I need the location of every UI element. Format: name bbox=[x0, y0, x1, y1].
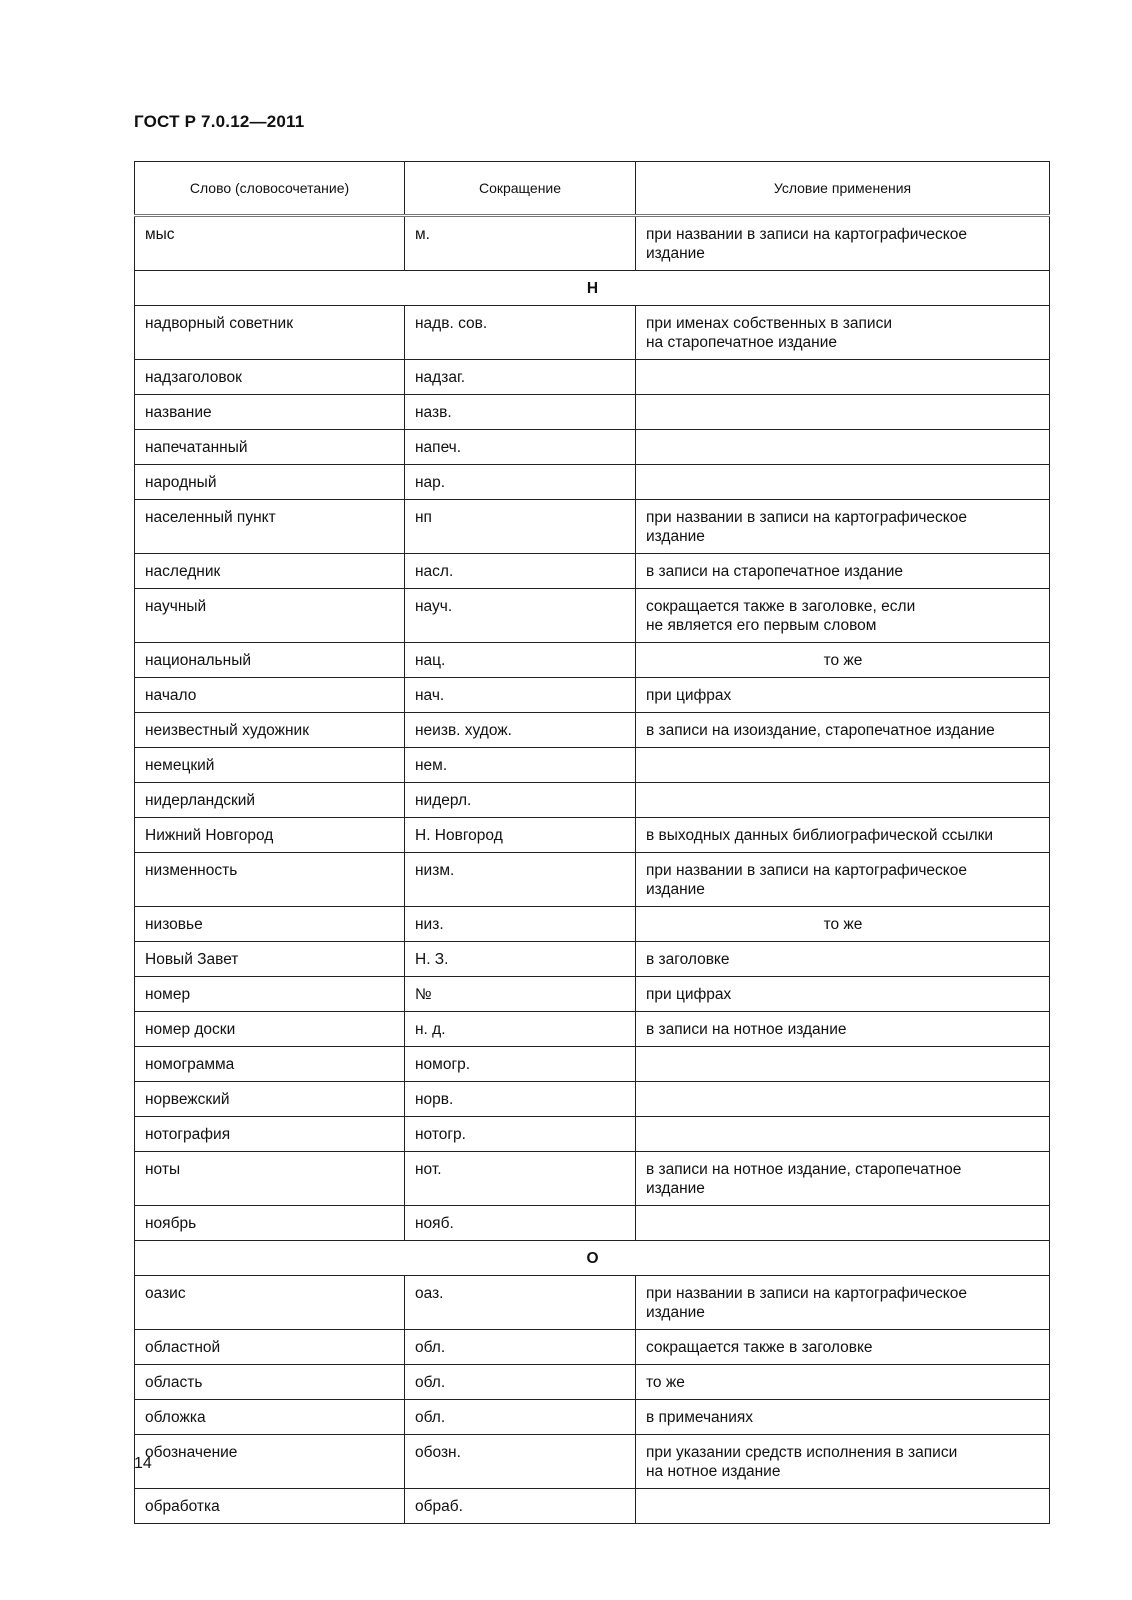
word-cell: обложка bbox=[135, 1400, 405, 1435]
condition-cell bbox=[636, 1400, 1050, 1435]
word-cell: низменность bbox=[135, 853, 405, 907]
abbreviation-cell: обраб. bbox=[405, 1489, 636, 1524]
condition-cell bbox=[636, 465, 1050, 500]
section-letter: Н bbox=[135, 271, 1050, 306]
table-row bbox=[135, 1330, 1050, 1365]
table-row bbox=[135, 678, 1050, 713]
table-row bbox=[135, 1152, 1050, 1206]
abbreviation-cell: надзаг. bbox=[405, 360, 636, 395]
condition-cell bbox=[636, 643, 1050, 678]
condition-cell bbox=[636, 783, 1050, 818]
condition-line: сокращается также в заголовке, если bbox=[646, 598, 916, 615]
condition-cell bbox=[636, 942, 1050, 977]
abbreviation-cell: нидерл. bbox=[405, 783, 636, 818]
condition-cell bbox=[636, 1365, 1050, 1400]
word-cell: ноты bbox=[135, 1152, 405, 1206]
abbreviation-cell: обл. bbox=[405, 1400, 636, 1435]
abbreviation-cell: Н. Новгород bbox=[405, 818, 636, 853]
abbreviation-cell: низм. bbox=[405, 853, 636, 907]
condition-line: не является его первым словом bbox=[646, 617, 877, 634]
condition-cell bbox=[636, 1489, 1050, 1524]
word-cell: Нижний Новгород bbox=[135, 818, 405, 853]
abbreviation-cell: Н. З. bbox=[405, 942, 636, 977]
word-cell: напечатанный bbox=[135, 430, 405, 465]
table-row bbox=[135, 977, 1050, 1012]
abbreviation-cell: нотогр. bbox=[405, 1117, 636, 1152]
column-header-abbreviation: Сокращение bbox=[405, 162, 636, 216]
abbreviation-cell: № bbox=[405, 977, 636, 1012]
condition-line: в выходных данных библиографической ссылки bbox=[646, 827, 994, 844]
table-row bbox=[135, 1489, 1050, 1524]
word-cell: надворный советник bbox=[135, 306, 405, 360]
abbreviation-cell: норв. bbox=[405, 1082, 636, 1117]
table-row bbox=[135, 1400, 1050, 1435]
condition-cell bbox=[636, 1047, 1050, 1082]
word-cell: номер bbox=[135, 977, 405, 1012]
abbreviation-cell: надв. сов. bbox=[405, 306, 636, 360]
abbreviation-cell: напеч. bbox=[405, 430, 636, 465]
word-cell: надзаголовок bbox=[135, 360, 405, 395]
abbreviation-cell: нац. bbox=[405, 643, 636, 678]
table-row bbox=[135, 1435, 1050, 1489]
table-row bbox=[135, 748, 1050, 783]
table-row bbox=[135, 360, 1050, 395]
condition-cell bbox=[636, 430, 1050, 465]
condition-cell bbox=[636, 853, 1050, 907]
table-row bbox=[135, 306, 1050, 360]
abbreviation-cell: нп bbox=[405, 500, 636, 554]
section-letter: О bbox=[135, 1241, 1050, 1276]
condition-line: издание bbox=[646, 1180, 705, 1197]
word-cell: населенный пункт bbox=[135, 500, 405, 554]
table-row bbox=[135, 853, 1050, 907]
table-row bbox=[135, 1117, 1050, 1152]
page-number: 14 bbox=[134, 1455, 152, 1472]
document-header: ГОСТ Р 7.0.12—2011 bbox=[134, 112, 305, 131]
condition-cell bbox=[636, 678, 1050, 713]
word-cell: область bbox=[135, 1365, 405, 1400]
abbreviation-cell: н. д. bbox=[405, 1012, 636, 1047]
condition-line: при именах собственных в записи bbox=[646, 315, 892, 332]
table-row bbox=[135, 589, 1050, 643]
abbreviation-cell: нояб. bbox=[405, 1206, 636, 1241]
word-cell: Новый Завет bbox=[135, 942, 405, 977]
condition-line: то же bbox=[823, 916, 863, 933]
word-cell: мыс bbox=[135, 216, 405, 271]
abbreviation-cell: назв. bbox=[405, 395, 636, 430]
condition-line: при названии в записи на картографическое bbox=[646, 1285, 967, 1302]
word-cell: низовье bbox=[135, 907, 405, 942]
word-cell: национальный bbox=[135, 643, 405, 678]
table-row bbox=[135, 713, 1050, 748]
condition-line: издание bbox=[646, 881, 705, 898]
condition-line: то же bbox=[823, 652, 863, 669]
abbreviation-cell: обл. bbox=[405, 1330, 636, 1365]
condition-line: издание bbox=[646, 1304, 705, 1321]
table-row bbox=[135, 907, 1050, 942]
condition-line: при указании средств исполнения в записи bbox=[646, 1444, 958, 1461]
condition-line: при цифрах bbox=[646, 687, 732, 704]
table-row bbox=[135, 643, 1050, 678]
abbreviation-cell: неизв. худож. bbox=[405, 713, 636, 748]
condition-line: то же bbox=[646, 1374, 685, 1391]
column-header-condition: Условие применения bbox=[636, 162, 1050, 216]
word-cell: нотография bbox=[135, 1117, 405, 1152]
word-cell: наследник bbox=[135, 554, 405, 589]
word-cell: норвежский bbox=[135, 1082, 405, 1117]
table-row bbox=[135, 500, 1050, 554]
condition-cell bbox=[636, 500, 1050, 554]
abbreviation-cell: нач. bbox=[405, 678, 636, 713]
abbreviation-cell: номогр. bbox=[405, 1047, 636, 1082]
condition-cell bbox=[636, 748, 1050, 783]
condition-cell bbox=[636, 1012, 1050, 1047]
table-row bbox=[135, 1276, 1050, 1330]
table-row bbox=[135, 942, 1050, 977]
abbreviation-cell: нем. bbox=[405, 748, 636, 783]
condition-line: в записи на нотное издание bbox=[646, 1021, 847, 1038]
table-row bbox=[135, 1047, 1050, 1082]
condition-line: при названии в записи на картографическое bbox=[646, 862, 967, 879]
word-cell: неизвестный художник bbox=[135, 713, 405, 748]
table-row bbox=[135, 1082, 1050, 1117]
abbreviation-cell: низ. bbox=[405, 907, 636, 942]
abbreviation-cell: насл. bbox=[405, 554, 636, 589]
condition-cell bbox=[636, 818, 1050, 853]
condition-line: в записи на старопечатное издание bbox=[646, 563, 904, 580]
word-cell: ноябрь bbox=[135, 1206, 405, 1241]
condition-line: издание bbox=[646, 528, 705, 545]
condition-line: в записи на изоиздание, старопечатное издание bbox=[646, 722, 995, 739]
condition-cell bbox=[636, 1206, 1050, 1241]
word-cell: обозначение bbox=[135, 1435, 405, 1489]
condition-line: в записи на нотное издание, старопечатное bbox=[646, 1161, 962, 1178]
word-cell: обработка bbox=[135, 1489, 405, 1524]
word-cell: народный bbox=[135, 465, 405, 500]
condition-line: при названии в записи на картографическое bbox=[646, 509, 967, 526]
table-row bbox=[135, 554, 1050, 589]
table-row bbox=[135, 783, 1050, 818]
word-cell: научный bbox=[135, 589, 405, 643]
abbreviation-cell: м. bbox=[405, 216, 636, 271]
word-cell: номер доски bbox=[135, 1012, 405, 1047]
condition-line: на нотное издание bbox=[646, 1463, 781, 1480]
condition-cell bbox=[636, 589, 1050, 643]
condition-cell bbox=[636, 1330, 1050, 1365]
condition-cell bbox=[636, 554, 1050, 589]
word-cell: начало bbox=[135, 678, 405, 713]
table-row bbox=[135, 465, 1050, 500]
table-header bbox=[135, 162, 1050, 216]
letter-section-row bbox=[135, 271, 1050, 306]
word-cell: областной bbox=[135, 1330, 405, 1365]
abbreviation-cell: науч. bbox=[405, 589, 636, 643]
condition-cell bbox=[636, 977, 1050, 1012]
condition-line: издание bbox=[646, 245, 705, 262]
condition-cell bbox=[636, 1435, 1050, 1489]
table-row bbox=[135, 1206, 1050, 1241]
condition-line: при названии в записи на картографическое bbox=[646, 226, 967, 243]
abbreviation-cell: обл. bbox=[405, 1365, 636, 1400]
word-cell: нидерландский bbox=[135, 783, 405, 818]
table-row bbox=[135, 1012, 1050, 1047]
letter-section-row bbox=[135, 1241, 1050, 1276]
condition-line: на старопечатное издание bbox=[646, 334, 838, 351]
table-row bbox=[135, 216, 1050, 271]
condition-line: сокращается также в заголовке bbox=[646, 1339, 873, 1356]
abbreviations-table bbox=[134, 161, 1050, 1524]
condition-cell bbox=[636, 713, 1050, 748]
word-cell: немецкий bbox=[135, 748, 405, 783]
condition-cell bbox=[636, 395, 1050, 430]
condition-cell bbox=[636, 1152, 1050, 1206]
table-row bbox=[135, 1365, 1050, 1400]
condition-line: в заголовке bbox=[646, 951, 730, 968]
abbreviation-cell: нар. bbox=[405, 465, 636, 500]
abbreviation-cell: обозн. bbox=[405, 1435, 636, 1489]
abbreviation-cell: оаз. bbox=[405, 1276, 636, 1330]
condition-line: при цифрах bbox=[646, 986, 732, 1003]
table-row bbox=[135, 395, 1050, 430]
condition-cell bbox=[636, 1276, 1050, 1330]
abbreviation-cell: нот. bbox=[405, 1152, 636, 1206]
condition-cell bbox=[636, 216, 1050, 271]
table-row bbox=[135, 818, 1050, 853]
column-header-word: Слово (словосочетание) bbox=[135, 162, 405, 216]
condition-cell bbox=[636, 1117, 1050, 1152]
word-cell: название bbox=[135, 395, 405, 430]
condition-cell bbox=[636, 907, 1050, 942]
word-cell: номограмма bbox=[135, 1047, 405, 1082]
table-body bbox=[135, 216, 1050, 1524]
table-row bbox=[135, 430, 1050, 465]
condition-cell bbox=[636, 360, 1050, 395]
condition-line: в примечаниях bbox=[646, 1409, 754, 1426]
condition-cell bbox=[636, 1082, 1050, 1117]
word-cell: оазис bbox=[135, 1276, 405, 1330]
condition-cell bbox=[636, 306, 1050, 360]
